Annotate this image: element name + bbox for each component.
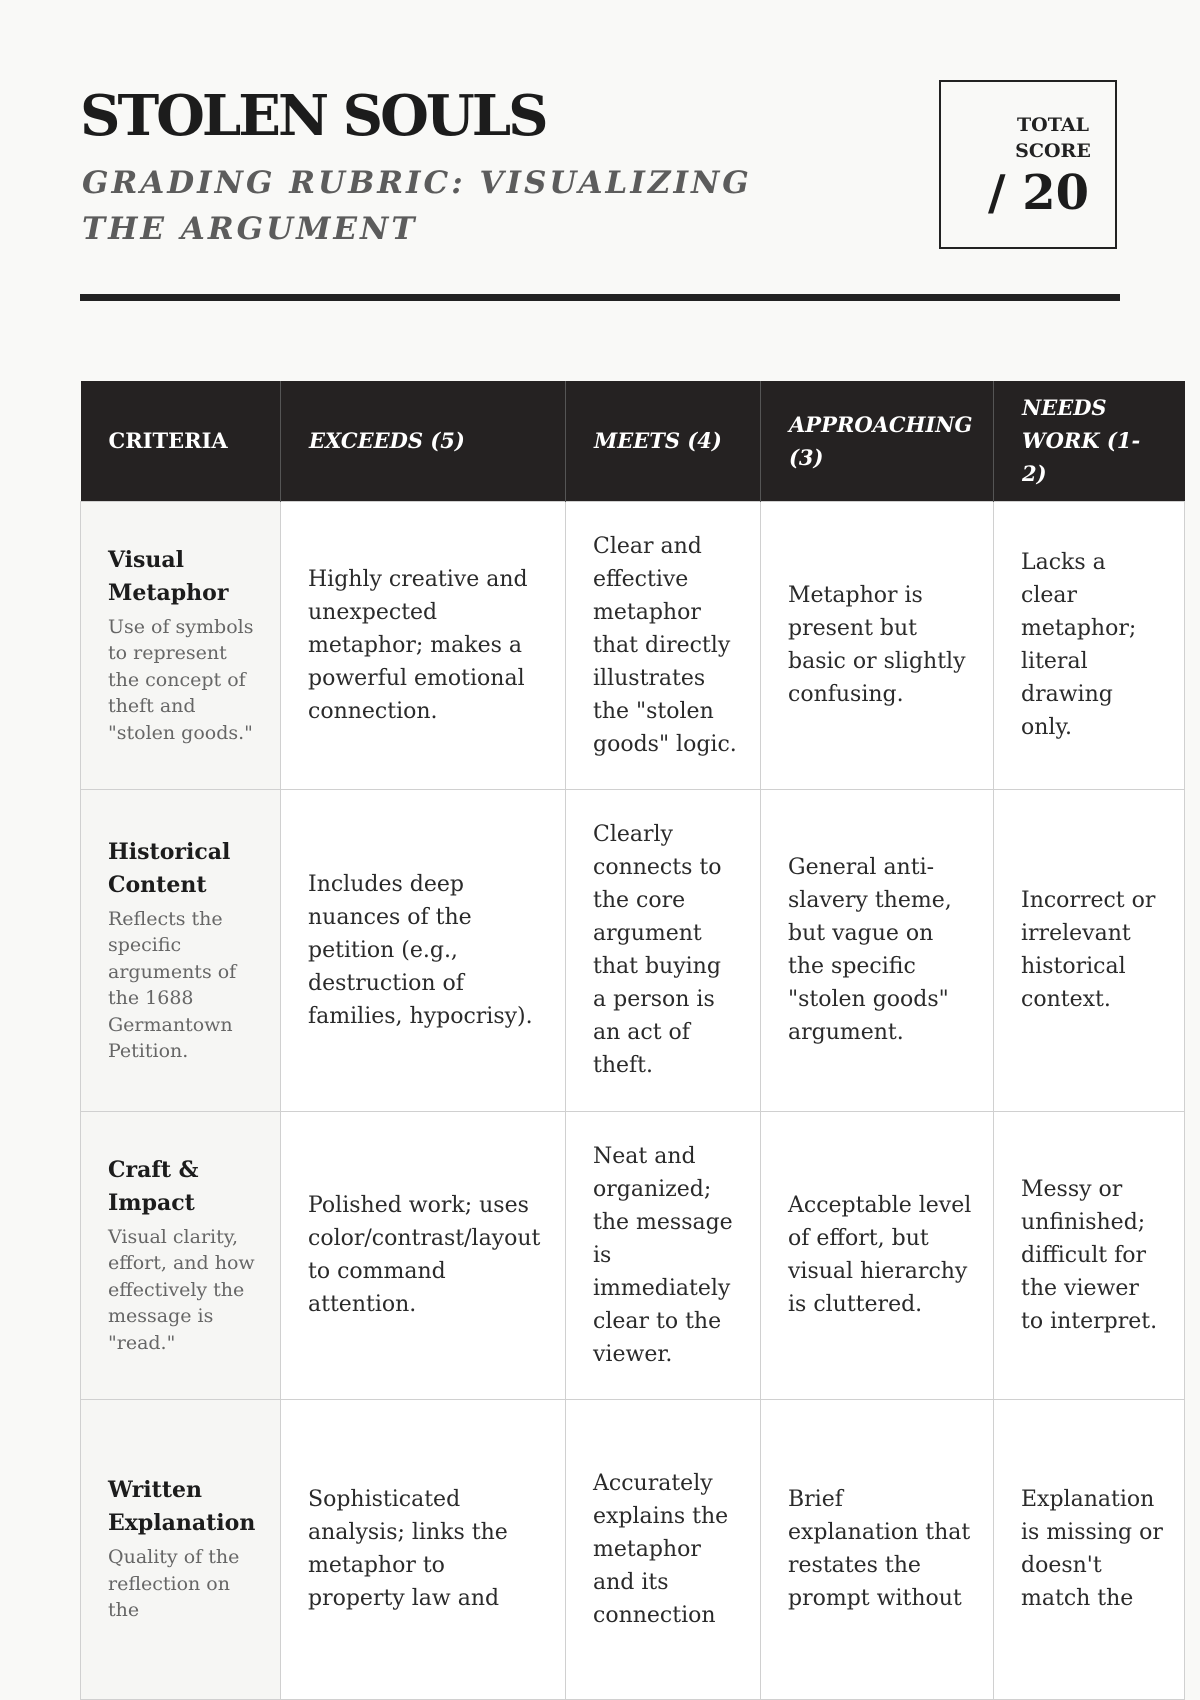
column-header-meets: MEETS (4) [566, 381, 761, 501]
approaching-cell: Metaphor is present but basic or slightly confusing. [761, 501, 994, 789]
header-row [81, 381, 1185, 501]
rubric-header [81, 381, 1185, 501]
total-score-value: / 20 [987, 165, 1089, 221]
header-divider [80, 294, 1120, 301]
approaching-cell: General anti-slavery theme, but vague on the specific "stolen goods" argument. [761, 789, 994, 1111]
page-subtitle: GRADING RUBRIC: VISUALIZING THE ARGUMENT [82, 165, 752, 247]
criteria-cell [81, 501, 281, 789]
column-header-exceeds: EXCEEDS (5) [281, 381, 566, 501]
total-score-label: TOTAL SCORE [1015, 114, 1091, 162]
criteria-name: Historical Content [108, 838, 231, 898]
table-row [81, 1399, 1185, 1699]
column-header-needs-work: NEEDS WORK (1-2) [994, 381, 1185, 501]
column-header-criteria: CRITERIA [81, 381, 281, 501]
exceeds-cell: Highly creative and unexpected metaphor; makes a powerful emotional connection. [281, 501, 566, 789]
needs-work-cell: Lacks a clear metaphor; literal drawing only. [994, 501, 1185, 789]
meets-cell: Clearly connects to the core argument that buying a person is an act of theft. [566, 789, 761, 1111]
exceeds-cell: Sophisticated analysis; links the metaphor to property law and [281, 1399, 566, 1699]
criteria-name: Craft & Impact [108, 1156, 199, 1216]
criteria-description: Reflects the specific arguments of the 1688 Germantown Petition. [108, 907, 237, 1062]
header [80, 80, 1120, 300]
page-title: STOLEN SOULS [80, 83, 546, 149]
meets-cell: Clear and effective metaphor that directly illustrates the "stolen goods" logic. [566, 501, 761, 789]
rubric-table [80, 381, 1185, 1700]
approaching-cell: Acceptable level of effort, but visual hierarchy is cluttered. [761, 1111, 994, 1399]
table-row [81, 1111, 1185, 1399]
needs-work-cell: Explanation is missing or doesn't match the [994, 1399, 1185, 1699]
criteria-description: Quality of the reflection on the [108, 1546, 240, 1622]
meets-cell: Accurately explains the metaphor and its connection [566, 1399, 761, 1699]
criteria-cell [81, 1111, 281, 1399]
table-row [81, 789, 1185, 1111]
criteria-cell [81, 1399, 281, 1699]
column-header-approaching: APPROACHING (3) [761, 381, 994, 501]
needs-work-cell: Messy or unfinished; difficult for the viewer to interpret. [994, 1111, 1185, 1399]
total-score-box [939, 80, 1117, 249]
meets-cell: Neat and organized; the message is immediately clear to the viewer. [566, 1111, 761, 1399]
approaching-cell: Brief explanation that restates the prompt without [761, 1399, 994, 1699]
needs-work-cell: Incorrect or irrelevant historical context. [994, 789, 1185, 1111]
criteria-name: Visual Metaphor [108, 546, 229, 606]
criteria-description: Visual clarity, effort, and how effectively the message is "read." [108, 1225, 255, 1354]
exceeds-cell: Polished work; uses color/contrast/layout to command attention. [281, 1111, 566, 1399]
table-row [81, 501, 1185, 789]
exceeds-cell: Includes deep nuances of the petition (e.g., destruction of families, hypocrisy). [281, 789, 566, 1111]
criteria-name: Written Explanation [108, 1477, 256, 1537]
criteria-description: Use of symbols to represent the concept of theft and "stolen goods." [108, 615, 254, 744]
criteria-cell [81, 789, 281, 1111]
